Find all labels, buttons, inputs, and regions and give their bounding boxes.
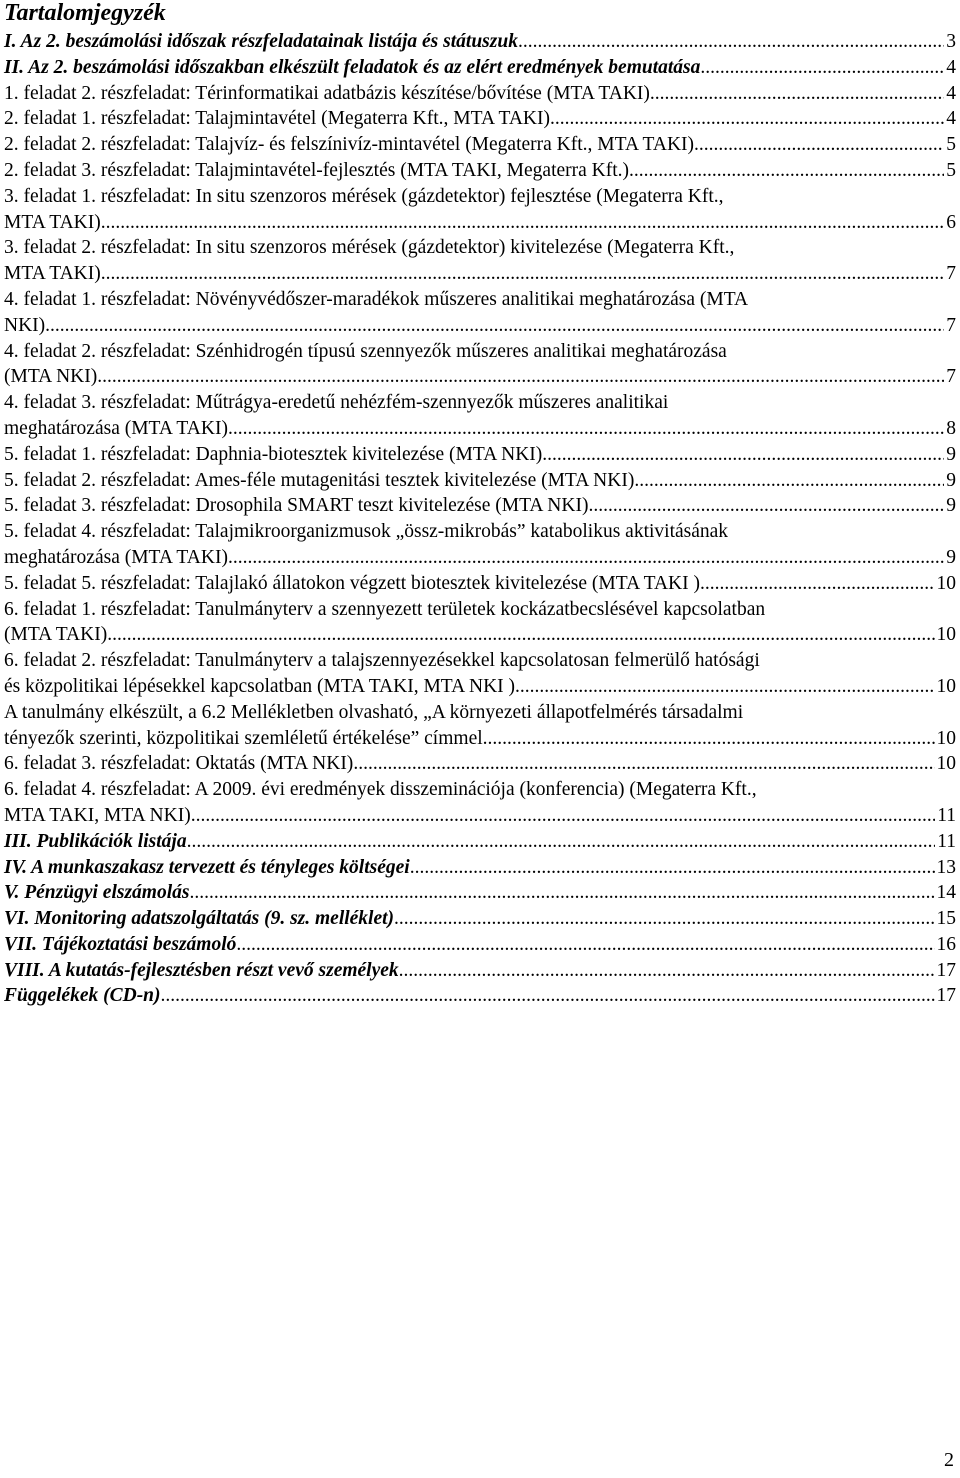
toc-entry-page: 13 [936, 856, 956, 878]
toc-entry-text: Függelékek (CD-n) [4, 985, 161, 1007]
toc-entry-text: I. Az 2. beszámolási időszak részfeladatainak listája és státuszuk [4, 31, 518, 52]
toc-entry-page: 14 [936, 882, 956, 904]
toc-entry-text: (MTA NKI) [4, 366, 98, 388]
toc-entry-text: 3. feladat 2. részfeladat: In situ szenzoros mérések (gázdetektor) kivitelezése (Megaterra Kft., [4, 237, 735, 259]
dot-leader [236, 932, 934, 958]
toc-entry[interactable] [4, 855, 956, 881]
toc-entry-text: 2. feladat 2. részfeladat: Talajvíz- és felszínivíz-mintavétel (Megaterra Kft., MTA TAKI) [4, 134, 695, 156]
toc-entry-text: A tanulmány elkészült, a 6.2 Mellékletben olvasható, „A környezeti állapotfelmérés társadalmi [4, 701, 744, 723]
toc-entry-text: 4. feladat 2. részfeladat: Szénhidrogén típusú szennyezők műszeres analitikai meghatározása [4, 340, 727, 362]
dot-leader [97, 364, 944, 390]
dot-leader [228, 545, 944, 571]
toc-entry-text: IV. A munkaszakasz tervezett és tényleges költségei [4, 856, 410, 878]
toc-entry-page: 16 [936, 933, 956, 955]
toc-entry-page: 15 [936, 908, 956, 930]
toc-entry[interactable] [4, 932, 956, 958]
dot-leader [700, 55, 944, 81]
toc-entry-text: (MTA TAKI) [4, 624, 108, 646]
dot-leader [189, 880, 934, 906]
toc-entry-text: 4. feladat 1. részfeladat: Növényvédőszer-maradékok műszeres analitikai meghatározása (MTA [4, 288, 749, 310]
toc-entry-page: 5 [946, 159, 956, 181]
toc-entry-line [4, 983, 956, 1009]
toc-entry-line [4, 751, 956, 777]
toc-entry[interactable] [4, 55, 956, 81]
toc-title: Tartalomjegyzék [4, 0, 166, 26]
toc-entry-line [4, 674, 956, 700]
dot-leader [694, 132, 944, 158]
toc-entry-line [4, 29, 956, 55]
toc-entry-text: VII. Tájékoztatási beszámoló [4, 933, 237, 955]
toc-entry-page: 11 [937, 830, 956, 852]
toc-entry-page: 10 [936, 675, 956, 697]
table-of-contents [4, 29, 956, 1009]
dot-leader [515, 674, 934, 700]
toc-entry-line [4, 571, 956, 597]
toc-entry-line [4, 364, 956, 390]
toc-entry-text: 1. feladat 2. részfeladat: Térinformatikai adatbázis készítése/bővítése (MTA TAKI) [4, 82, 650, 104]
toc-entry[interactable] [4, 235, 956, 287]
toc-entry-text: 5. feladat 1. részfeladat: Daphnia-biotesztek kivitelezése (MTA NKI) [4, 443, 543, 465]
toc-entry-text: 6. feladat 1. részfeladat: Tanulmányterv a szennyezett területek kockázatbecslésével kapcsolatban [4, 598, 766, 620]
toc-entry-line [4, 958, 956, 984]
toc-entry-text: V. Pénzügyi elszámolás [4, 882, 190, 904]
toc-entry-line [4, 158, 956, 184]
toc-entry[interactable] [4, 519, 956, 571]
toc-entry-text: MTA TAKI) [4, 211, 101, 233]
toc-entry-page: 4 [946, 56, 956, 78]
dot-leader [45, 313, 944, 339]
page-number: 2 [944, 1449, 954, 1471]
toc-entry[interactable] [4, 468, 956, 494]
dot-leader [101, 261, 945, 287]
toc-entry-page: 9 [946, 469, 956, 491]
dot-leader [634, 468, 944, 494]
dot-leader [101, 210, 945, 236]
toc-entry[interactable] [4, 29, 956, 55]
toc-entry[interactable] [4, 777, 956, 829]
dot-leader [353, 751, 934, 777]
toc-entry-page: 10 [936, 727, 956, 749]
dot-leader [629, 158, 944, 184]
toc-entry[interactable] [4, 880, 956, 906]
toc-entry-line [4, 442, 956, 468]
toc-entry-line [4, 132, 956, 158]
toc-entry-page: 4 [946, 82, 956, 104]
toc-entry-page: 17 [936, 985, 956, 1007]
toc-entry-text: 5. feladat 2. részfeladat: Ames-féle mutagenitási tesztek kivitelezése (MTA NKI) [4, 469, 635, 491]
toc-entry-page: 10 [936, 753, 956, 775]
toc-entry-line [4, 622, 956, 648]
toc-entry-line [4, 468, 956, 494]
toc-entry-page: 10 [936, 572, 956, 594]
toc-entry-text: VI. Monitoring adatszolgáltatás (9. sz. melléklet) [4, 908, 395, 930]
toc-entry-line [4, 932, 956, 958]
toc-entry[interactable] [4, 442, 956, 468]
toc-entry-page: 6 [946, 211, 956, 233]
dot-leader [700, 571, 935, 597]
dot-leader [488, 726, 935, 752]
dot-leader [187, 829, 936, 855]
toc-entry[interactable] [4, 339, 956, 391]
toc-entry-line [4, 855, 956, 881]
toc-entry-line [4, 726, 956, 752]
toc-entry[interactable] [4, 106, 956, 132]
toc-entry-text: 2. feladat 3. részfeladat: Talajmintavétel-fejlesztés (MTA TAKI, Megaterra Kft.) [4, 159, 630, 181]
toc-entry-text: 5. feladat 3. részfeladat: Drosophila SMART teszt kivitelezése (MTA NKI) [4, 495, 589, 517]
toc-entry[interactable] [4, 597, 956, 649]
toc-entry-text: VIII. A kutatás-fejlesztésben részt vevő személyek [4, 959, 399, 981]
dot-leader [650, 81, 944, 107]
toc-entry-text: II. Az 2. beszámolási időszakban elkészült feladatok és az elért eredmények bemutatása [4, 56, 701, 78]
toc-entry-text: MTA TAKI) [4, 263, 101, 285]
toc-entry-text: 5. feladat 5. részfeladat: Talajlakó állatokon végzett biotesztek kivitelezése (MTA TAKI ) [4, 572, 700, 594]
toc-entry[interactable] [4, 906, 956, 932]
toc-entry-page: 17 [936, 959, 956, 981]
toc-entry-line [4, 210, 956, 236]
toc-entry-line [4, 106, 956, 132]
toc-entry[interactable] [4, 158, 956, 184]
toc-entry[interactable] [4, 983, 956, 1009]
toc-entry-page: 4 [946, 108, 956, 130]
toc-entry-text: 6. feladat 3. részfeladat: Oktatás (MTA NKI) [4, 753, 354, 775]
toc-entry[interactable] [4, 493, 956, 519]
toc-entry-page: 9 [946, 495, 956, 517]
toc-entry-page: 8 [946, 417, 956, 439]
toc-entry[interactable] [4, 571, 956, 597]
toc-entry-page: 9 [946, 443, 956, 465]
toc-entry-text: 2. feladat 1. részfeladat: Talajmintavétel (Megaterra Kft., MTA TAKI) [4, 108, 550, 130]
dot-leader [542, 442, 944, 468]
toc-entry-line [4, 803, 956, 829]
toc-entry[interactable] [4, 132, 956, 158]
dot-leader [161, 983, 935, 1009]
toc-entry-text: NKI) [4, 314, 46, 336]
toc-entry-line [4, 55, 956, 81]
toc-entry-text: és közpolitikai lépésekkel kapcsolatban (MTA TAKI, MTA NKI ) [4, 675, 516, 697]
dot-leader [399, 958, 935, 984]
toc-entry-page: 7 [946, 366, 956, 388]
toc-entry-line [4, 261, 956, 287]
toc-entry-text: 6. feladat 2. részfeladat: Tanulmányterv a talajszennyezésekkel kapcsolatosan felmerülő hatósági [4, 650, 760, 672]
toc-entry[interactable] [4, 829, 956, 855]
toc-entry[interactable] [4, 648, 956, 700]
toc-entry-text: 5. feladat 4. részfeladat: Talajmikroorganizmusok „össz-mikrobás” katabolikus aktivitásának [4, 521, 729, 543]
toc-entry-page: 3 [946, 31, 956, 52]
dot-leader [228, 416, 944, 442]
toc-entry[interactable] [4, 751, 956, 777]
toc-entry-text: 3. feladat 1. részfeladat: In situ szenzoros mérések (gázdetektor) fejlesztése (Megaterra Kft., [4, 185, 724, 207]
toc-entry-page: 5 [946, 134, 956, 156]
dot-leader [107, 622, 934, 648]
toc-entry-text: III. Publikációk listája [4, 830, 187, 852]
toc-entry-page: 11 [937, 804, 956, 826]
toc-entry[interactable] [4, 390, 956, 442]
toc-entry-page: 7 [946, 263, 956, 285]
dot-leader [588, 493, 944, 519]
toc-entry-page: 10 [936, 624, 956, 646]
toc-entry-line [4, 545, 956, 571]
toc-entry[interactable] [4, 184, 956, 236]
toc-entry-line [4, 416, 956, 442]
toc-entry-page: 9 [946, 546, 956, 568]
toc-entry-text: meghatározása (MTA TAKI) [4, 546, 228, 568]
toc-entry-line [4, 829, 956, 855]
dot-leader [191, 803, 936, 829]
toc-entry-text: 4. feladat 3. részfeladat: Műtrágya-eredetű nehézfém-szennyezők műszeres analitikai [4, 392, 669, 414]
toc-entry-text: 6. feladat 4. részfeladat: A 2009. évi eredmények disszeminációja (konferencia) (Megaterra Kft., [4, 779, 757, 801]
toc-entry[interactable] [4, 958, 956, 984]
toc-entry[interactable] [4, 287, 956, 339]
dot-leader [550, 106, 944, 132]
toc-entry-text: meghatározása (MTA TAKI) [4, 417, 228, 439]
dot-leader [518, 29, 944, 55]
toc-entry-text: tényezők szerinti, közpolitikai szemléletű értékelése” címmel. [4, 727, 488, 749]
toc-entry-text: MTA TAKI, MTA NKI) [4, 804, 191, 826]
toc-entry[interactable] [4, 700, 956, 752]
toc-entry-line [4, 493, 956, 519]
toc-entry-line [4, 880, 956, 906]
toc-entry-line [4, 81, 956, 107]
dot-leader [410, 855, 935, 881]
toc-entry-page: 7 [946, 314, 956, 336]
toc-entry-line [4, 313, 956, 339]
toc-entry-line [4, 906, 956, 932]
toc-entry[interactable] [4, 81, 956, 107]
dot-leader [394, 906, 934, 932]
